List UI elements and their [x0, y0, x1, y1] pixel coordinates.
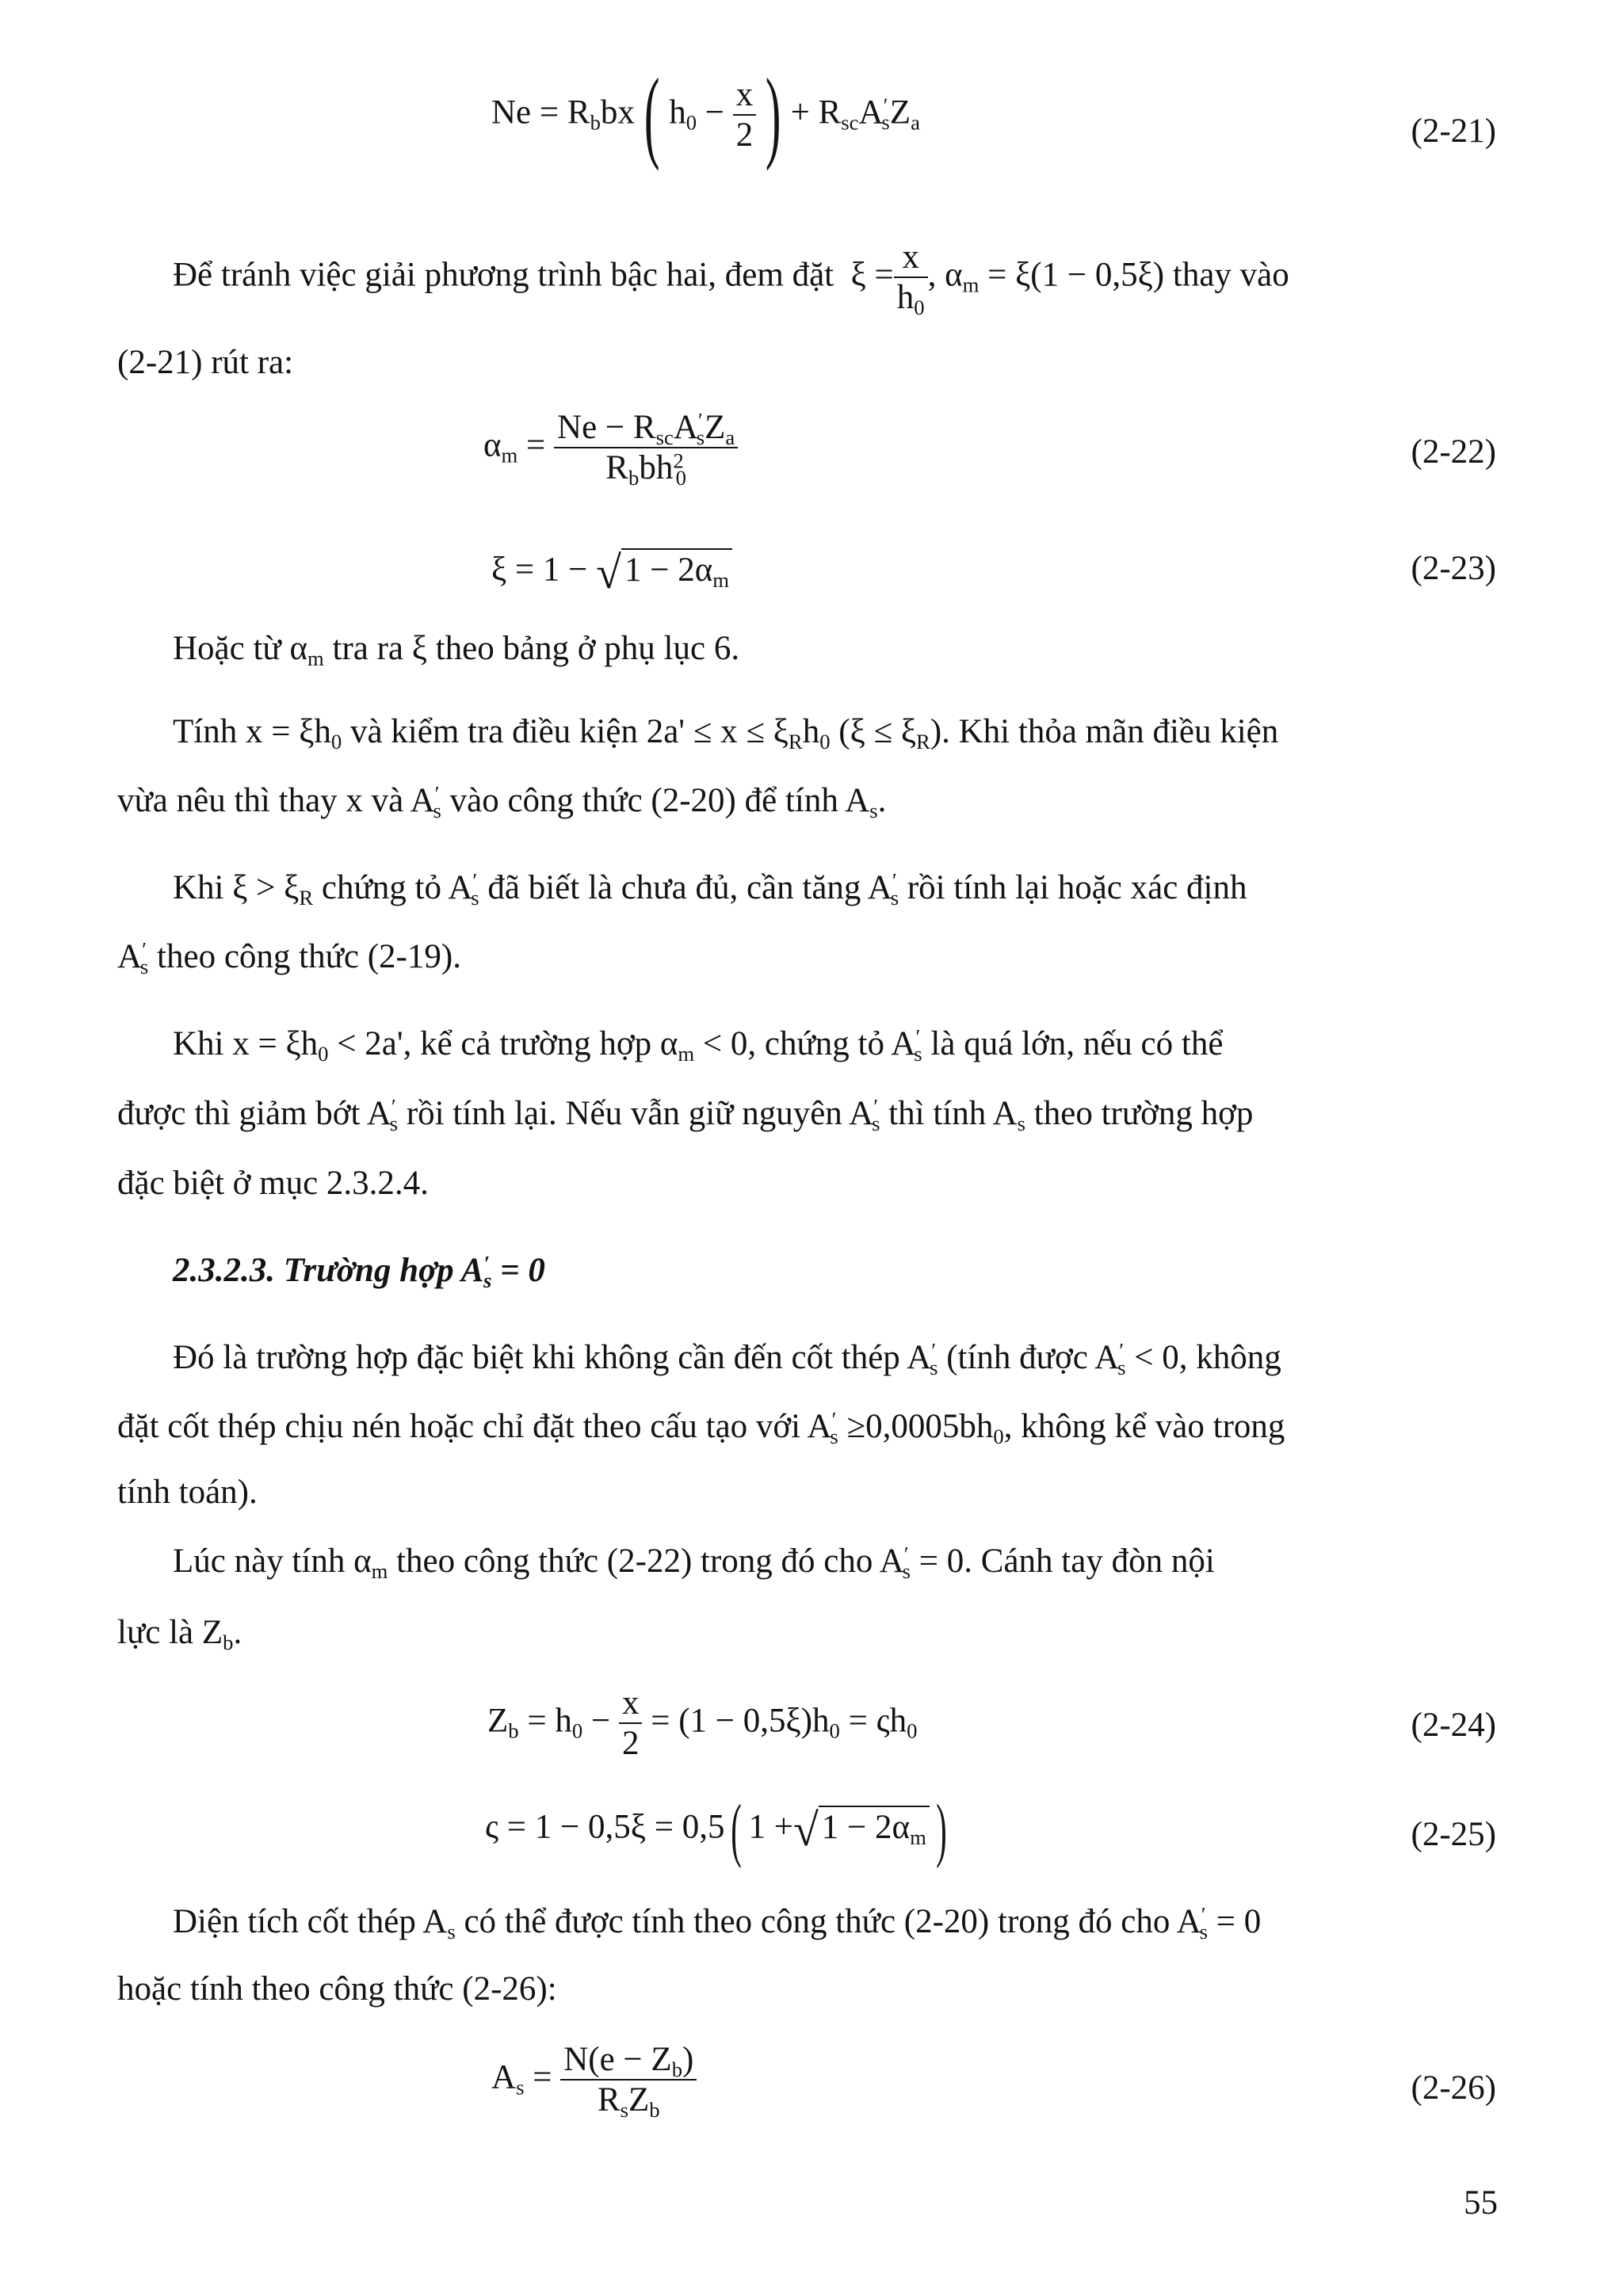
paragraph-4-line-2: $A'_s$ theo công thức (2-19). — [117, 937, 461, 978]
paragraph-8-line-1: Diện tích cốt thép $A_s$ có thể được tính theo công thức (2-20) trong đó cho $A'_s = 0$ — [173, 1902, 1262, 1943]
paragraph-6-line-1: Đó là trường hợp đặc biệt khi không cần đến cốt thép $A'_s$ (tính được $A'_s < 0$, không — [173, 1338, 1281, 1379]
paragraph-6-line-3: tính toán). — [117, 1474, 258, 1511]
equation-number-2-25: (2-25) — [1411, 1816, 1496, 1853]
equation-number-2-21: (2-21) — [1411, 113, 1496, 150]
page-number: 55 — [1464, 2184, 1498, 2222]
equation-2-25: ς = 1 − 0,5ξ = 0,5( $1 +√1 - 2\alpha_m$ ) — [485, 1790, 947, 1869]
paragraph-7-line-1: Lúc này tính $\alpha_m$ theo công thức (2-22) trong đó cho $A'_s = 0$. Cánh tay đòn nội — [173, 1542, 1215, 1583]
paragraph-4-line-1: Khi $\xi > \xi_R$ chứng tỏ $A'_s$ đã biết là chưa đủ, cần tăng $A'_s$ rồi tính lại hoặc xác định — [173, 868, 1247, 910]
sqrt: $√1 - 2\alpha_m$ — [596, 545, 732, 601]
sqrt: $√1 - 2\alpha_m$ — [793, 1802, 930, 1858]
paragraph-3-line-2: vừa nêu thì thay x và $A'_s$ vào công thức (2-20) để tính $A_s$. — [117, 781, 887, 822]
equation-2-26: $A_s$ = $\frac{N(e - Z_b)}{R_sZ_b}$ — [491, 2040, 697, 2120]
equation-2-24: $Z_b = h_0$ − $\frac{x}{2}$ = $(1 - 0,5\xi)h_0 = \varsigma h_0$ — [487, 1684, 918, 1763]
equation-number-2-23: (2-23) — [1411, 550, 1496, 587]
paragraph-1-line-1: Để tránh việc giải phương trình bậc hai, đem đặt ξ = $\frac{x}{h_0}$ , $\alpha_m = \xi(1 - 0,5\xi)$ thay vào — [173, 238, 1289, 320]
paragraph-5-line-2: được thì giảm bớt $A'_s$ rồi tính lại. Nếu vẫn giữ nguyên $A'_s$ thì tính $A_s$ theo trường hợp — [117, 1094, 1254, 1135]
equation-2-21: $Ne = R_bbx$( $h_0$ − $\frac{x}{2}$ ) + $R_{sc}A'_sZ_a$ — [491, 58, 920, 173]
section-heading: 2.3.2.3. Trường hợp $A'_s = 0$ — [173, 1251, 545, 1292]
equation-number-2-22: (2-22) — [1411, 433, 1496, 471]
paragraph-5-line-1: Khi $x = \xi h_0 < 2a'$, kể cả trường hợp $\alpha_m < 0$, chứng tỏ $A'_s$ là quá lớn, nếu có thể — [173, 1024, 1224, 1066]
paragraph-3-line-1: Tính $x = \xi h_0$ và kiểm tra điều kiện $2a' \le x \le \xi_Rh_0$ $(\xi \le \xi_R)$. Khi thỏa mãn điều kiện — [173, 713, 1279, 753]
paragraph-2: Hoặc từ $\alpha_m$ tra ra ξ theo bảng ở phụ lục 6. — [173, 630, 740, 670]
paragraph-7-line-2: lực là $Z_b$. — [117, 1614, 242, 1654]
equation-number-2-26: (2-26) — [1411, 2069, 1496, 2107]
equation-2-23: $\xi = 1 - √1 - 2\alpha_m$ — [491, 545, 732, 601]
paragraph-6-line-2: đặt cốt thép chịu nén hoặc chỉ đặt theo cấu tạo với $A'_s \ge 0,0005bh_0$, không kể vào trong — [117, 1407, 1285, 1448]
equation-2-22: $\alpha_m$ = $\frac{Ne - R_{sc}A'_sZ_a}{R_bbh^2_0}$ — [483, 408, 738, 488]
paragraph-1-line-2: (2-21) rút ra: — [117, 344, 294, 381]
paragraph-8-line-2: hoặc tính theo công thức (2-26): — [117, 1970, 557, 2008]
paragraph-5-line-3: đặc biệt ở mục 2.3.2.4. — [117, 1165, 429, 1202]
equation-number-2-24: (2-24) — [1411, 1707, 1496, 1744]
